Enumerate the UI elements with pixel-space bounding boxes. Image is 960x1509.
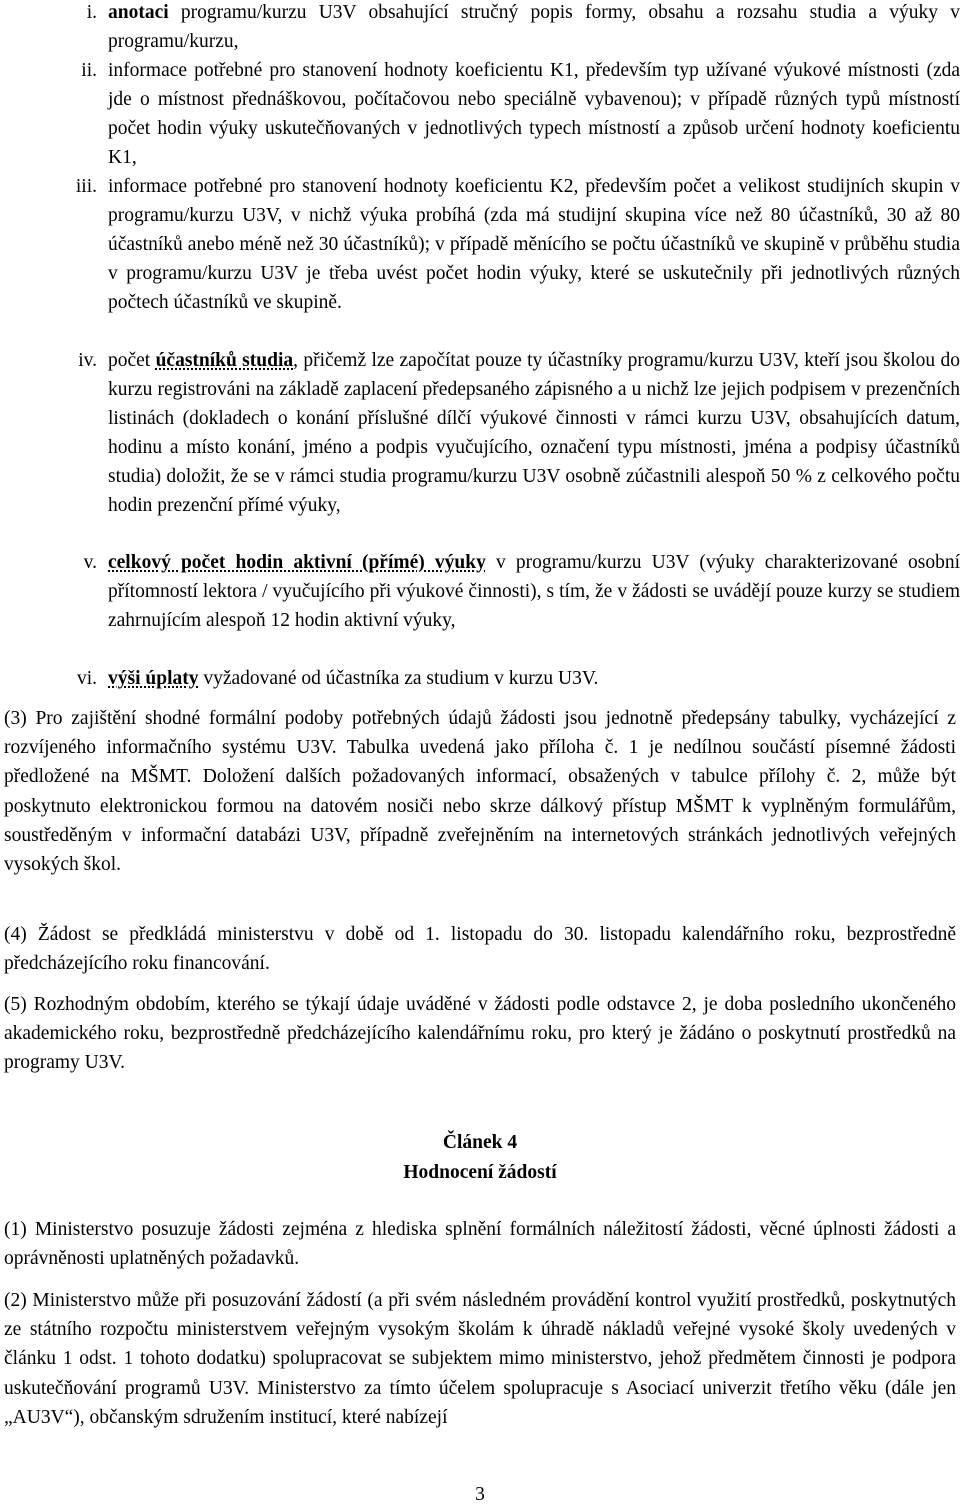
item-text: vyžadované od účastníka za studium v kurzu U3V. <box>198 668 599 689</box>
item-number: ii. <box>81 60 97 81</box>
paragraph-4: (4) Žádost se předkládá ministerstvu v době od 1. listopadu do 30. listopadu kalendářního roku, bezprostředně předcházejícího roku financování. <box>4 924 956 975</box>
item-bold-term: celkový počet hodin aktivní (přímé) výuky <box>108 552 486 573</box>
page-number: 3 <box>475 1484 485 1505</box>
article-number: Článek 4 <box>442 1132 518 1153</box>
item-text: informace potřebné pro stanovení hodnoty koeficientu K1, především typ užívané výukové místnosti (zda jde o místnost přednáškovou, počítačovou nebo speciálně vybavenou); v případě různých typů místností počet hodin výuky uskutečňovaných v jednotlivých typech místností a způsob určení hodnoty koeficientu K1, <box>108 60 960 168</box>
item-text: programu/kurzu U3V obsahující stručný popis formy, obsahu a rozsahu studia a výuky v programu/kurzu, <box>108 2 960 52</box>
list-item-v <box>0 548 960 635</box>
list-item-i <box>0 0 960 56</box>
item-number: iii. <box>75 176 97 197</box>
item-bold-term: výši úplaty <box>108 668 199 689</box>
item-text-prefix: počet <box>108 350 156 371</box>
item-bold-term: účastníků studia <box>155 350 294 371</box>
list-item-iii <box>0 172 960 317</box>
item-number: i. <box>86 2 97 23</box>
paragraph-5: (5) Rozhodným obdobím, kterého se týkají údaje uváděné v žádosti podle odstavce 2, je doba posledního ukončeného akademického roku, bezprostředně předcházejícího kalendářnímu roku, pro který je žádáno o poskytnutí prostředků na programy U3V. <box>4 994 956 1074</box>
list-item-ii <box>0 56 960 172</box>
article-title: Hodnocení žádostí <box>403 1162 557 1183</box>
item-text: v programu/kurzu U3V (výuky charakterizované osobní přítomností lektora / vyučujícího při výukové činnosti), s tím, že v žádosti se uvádějí pouze kurzy se studiem zahrnujícím alespoň 12 hodin aktivní výuky, <box>108 552 960 631</box>
item-number: iv. <box>78 350 97 371</box>
item-bold-term: anotaci <box>108 2 169 23</box>
paragraph-3: (3) Pro zajištění shodné formální podoby potřebných údajů žádosti jsou jednotně předepsány tabulky, vycházející z rozvíjeného informačního systému U3V. Tabulka uvedená jako příloha č. 1 je nedílnou součástí písemné žádosti předložené na MŠMT. Doložení dalších požadovaných informací, obsažených v tabulce přílohy č. 2, může být poskytnuto elektronickou formou na datovém nosiči nebo skrze dálkový přístup MŠMT k vyplněným formulářům, soustředěným v informační databázi U3V, případně zveřejněním na internetových stránkách jednotlivých veřejných vysokých škol. <box>4 708 956 876</box>
list-item-iv <box>0 346 960 520</box>
item-text: informace potřebné pro stanovení hodnoty koeficientu K2, především počet a velikost studijních skupin v programu/kurzu U3V, v nichž výuka probíhá (zda má studijní skupina více než 80 účastníků, 30 až 80 účastníků anebo méně než 30 účastníků); v případě měnícího se počtu účastníků ve skupině v průběhu studia v programu/kurzu U3V je třeba uvést počet hodin výuky, které se uskutečnily při jednotlivých různých počtech účastníků ve skupině. <box>108 176 960 313</box>
article4-paragraph-2: (2) Ministerstvo může při posuzování žádostí (a při svém následném provádění kontrol využití prostředků, poskytnutých ze státního rozpočtu ministerstvem veřejným vysokým školám k úhradě nákladů veřejné vysoké školy uvedených v článku 1 odst. 1 tohoto dodatku) spolupracovat se subjektem mimo ministerstvo, jehož předmětem činnosti je podpora uskutečňování programů U3V. Ministerstvo za tímto účelem spolupracuje s Asociací univerzit třetího věku (dále jen „AU3V“), občanským sdružením institucí, které nabízejí <box>4 1290 956 1428</box>
item-text: , přičemž lze započítat pouze ty účastníky programu/kurzu U3V, kteří jsou školou do kurzu registrováni na základě zaplacení předepsaného zápisného a u nichž lze jejich podpisem v prezenčních listinách (dokladech o konání příslušné dílčí výukové činnosti v rámci kurzu U3V, obsahujících datum, hodinu a místo konání, jméno a podpis vyučujícího, označení typu místnosti, jména a podpisy účastníků studia) doložit, že se v rámci studia programu/kurzu U3V osobně zúčastnili alespoň 50 % z celkového počtu hodin prezenční přímé výuky, <box>108 350 960 516</box>
item-number: v. <box>83 552 97 573</box>
item-number: vi. <box>76 668 97 689</box>
article4-paragraph-1: (1) Ministerstvo posuzuje žádosti zejména z hlediska splnění formálních náležitostí žádosti, věcné úplnosti žádosti a oprávněnosti uplatněných požadavků. <box>4 1219 956 1270</box>
list-item-vi <box>0 664 960 693</box>
